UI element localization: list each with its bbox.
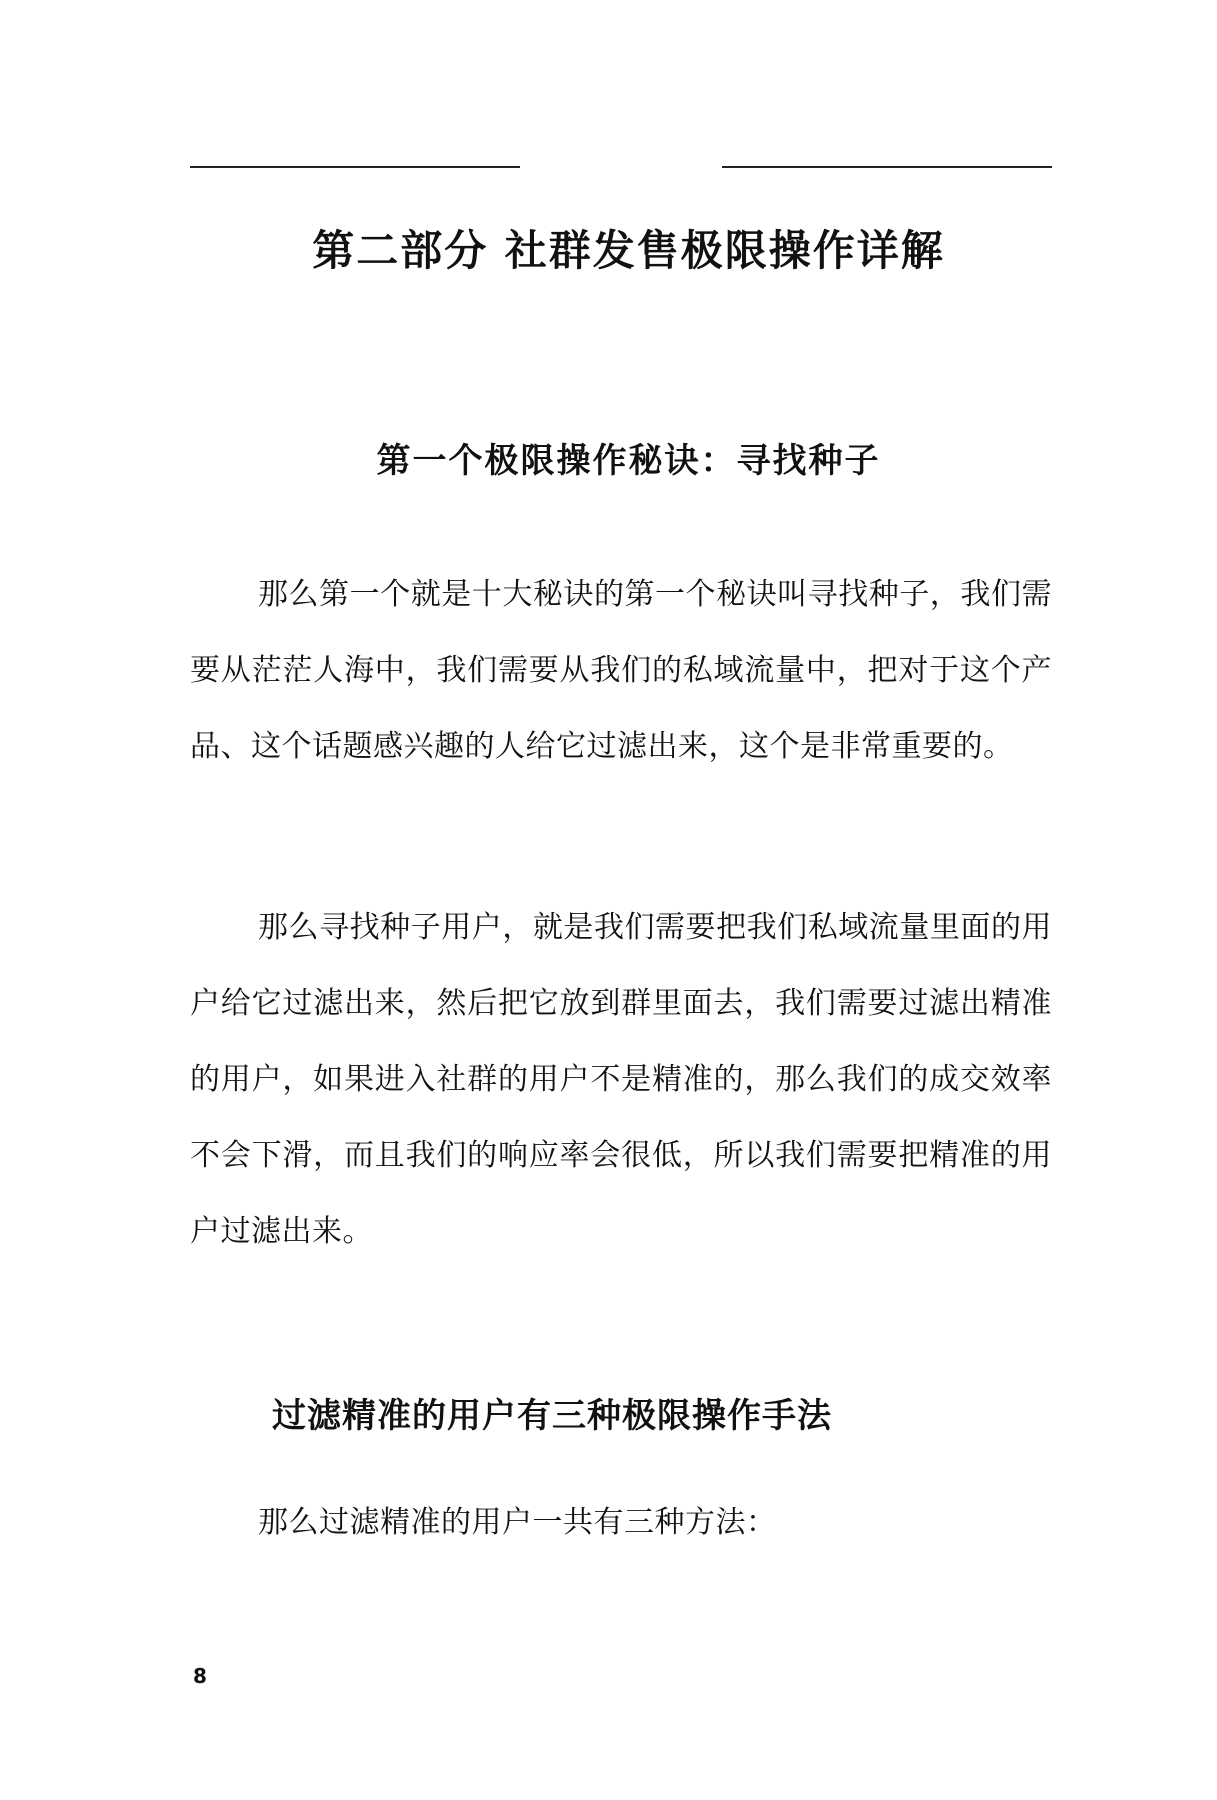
body-paragraph-2: 那么寻找种子用户，就是我们需要把我们私域流量里面的用户给它过滤出来，然后把它放到群里面去，我们需要过滤出精准的用户，如果进入社群的用户不是精准的，那么我们的成交效率不会下滑，而且我们的响应率会很低，所以我们需要把精准的用户过滤出来。	[190, 910, 1052, 1249]
page-number: 8	[193, 1664, 207, 1688]
header-rule-left	[190, 166, 520, 168]
intro-line: 那么过滤精准的用户一共有三种方法：	[258, 1505, 777, 1540]
header-rule-right	[722, 166, 1052, 168]
section-title: 第一个极限操作秘诀：寻找种子	[376, 441, 881, 481]
body-paragraph-1: 那么第一个就是十大秘诀的第一个秘诀叫寻找种子，我们需要从茫茫人海中，我们需要从我们的私域流量中，把对于这个产品、这个话题感兴趣的人给它过滤出来，这个是非常重要的。	[190, 577, 1052, 764]
part-title: 第二部分 社群发售极限操作详解	[312, 226, 945, 275]
subheading: 过滤精准的用户有三种极限操作手法	[272, 1396, 832, 1436]
